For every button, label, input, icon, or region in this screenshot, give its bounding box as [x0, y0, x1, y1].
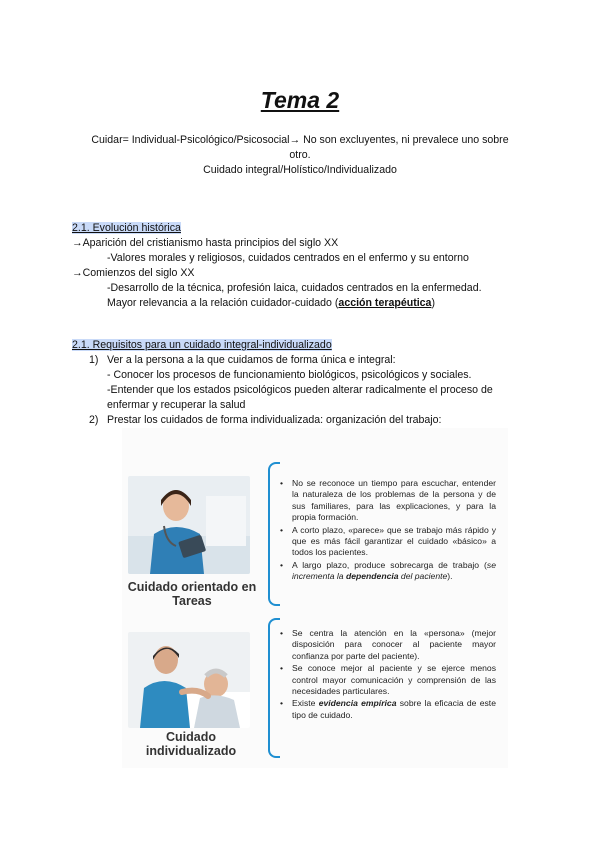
- bottom-bracket: [268, 618, 280, 758]
- bottom-caption: Cuidado individualizado: [145, 730, 237, 758]
- section-2-heading: [72, 338, 332, 353]
- bottom-bullet-3: [280, 698, 496, 721]
- nurse-patient-photo: [128, 632, 250, 728]
- nurse-tablet-photo: [128, 476, 250, 574]
- intro-line-1: Cuidar= Individual-Psicológico/Psicosocial→ No son excluyentes, ni prevalece uno sobre: [91, 134, 509, 146]
- bottom-bullet-3-em: evidencia empírica: [318, 698, 397, 709]
- top-bullet-1: • No se reconoce un tiempo para escuchar, entender la naturaleza de los problemas de la persona y de sus familiares, para las explicaciones, y para la propia formación.: [280, 478, 496, 524]
- item-1-sub-b-2: enfermar y recuperar la salud: [107, 399, 246, 411]
- section-1-line-4: -Desarrollo de la técnica, profesión laica, cuidados centrados en la enfermedad.: [107, 282, 482, 294]
- item-2-number: 2): [89, 414, 99, 426]
- section-2-heading-text: 2.1. Requisitos para un cuidado integral-individualizado: [72, 339, 332, 351]
- top-bullet-3-em3: del paciente: [398, 571, 448, 582]
- section-1-heading-text: 2.1. Evolución histórica: [72, 222, 181, 234]
- intro-line-3: Cuidado integral/Holístico/Individualizado: [203, 164, 397, 176]
- accion-terapeutica: acción terapéutica: [338, 297, 432, 309]
- bottom-bullets: [280, 628, 496, 722]
- top-bullet-3-pre: A largo plazo, produce sobrecarga de trabajo (: [292, 559, 487, 570]
- top-bracket: [268, 462, 280, 606]
- top-bullet-3: [280, 560, 496, 583]
- section-1-heading: [72, 221, 181, 236]
- bottom-bullet-3-post: sobre la eficacia de este tipo de cuidado.: [292, 698, 496, 720]
- section-1-line-5-post: ): [431, 297, 435, 309]
- section-1-line-2: -Valores morales y religiosos, cuidados centrados en el enfermo y su entorno: [107, 252, 469, 264]
- item-1-text: Ver a la persona a la que cuidamos de forma única e integral:: [107, 354, 396, 366]
- bottom-bullet-3-pre: Existe: [292, 698, 319, 709]
- top-caption: Cuidado orientado en Tareas: [127, 580, 257, 608]
- top-bullet-3-post: ).: [447, 571, 453, 582]
- section-1-line-5: [107, 296, 435, 311]
- top-bullet-2: • A corto plazo, «parece» que se trabajo más rápido y que es más fácil garantizar el cuidado «básico» a todos los pacientes.: [280, 525, 496, 559]
- care-comparison-figure: [122, 428, 508, 768]
- item-1-sub-b-1: -Entender que los estados psicológicos pueden alterar radicalmente el proceso de: [107, 384, 493, 396]
- item-1-sub-a: - Conocer los procesos de funcionamiento biológicos, psicológicos y sociales.: [107, 369, 472, 381]
- bottom-bullet-2: • Se conoce mejor al paciente y se ejerce menos control mayor comunicación y comprensión de las necesidades particulares.: [280, 663, 496, 697]
- page-title: Tema 2: [260, 87, 340, 113]
- section-1-line-3: →Comienzos del siglo XX: [72, 267, 195, 279]
- top-bullet-3-em1: se incrementa la: [292, 559, 496, 582]
- item-2-text: Prestar los cuidados de forma individualizada: organización del trabajo:: [107, 414, 442, 426]
- top-bullets: [280, 478, 496, 584]
- intro-line-2: otro.: [289, 149, 311, 161]
- top-bullet-3-em2: dependencia: [345, 571, 399, 582]
- section-1-line-1: →Aparición del cristianismo hasta principios del siglo XX: [72, 237, 339, 249]
- section-1-line-5-pre: Mayor relevancia a la relación cuidador-cuidado (: [107, 297, 339, 309]
- bottom-bullet-1: • Se centra la atención en la «persona» (mejor disposición para conocer al paciente mayor confianza por parte del paciente).: [280, 628, 496, 662]
- item-1-number: 1): [89, 354, 99, 366]
